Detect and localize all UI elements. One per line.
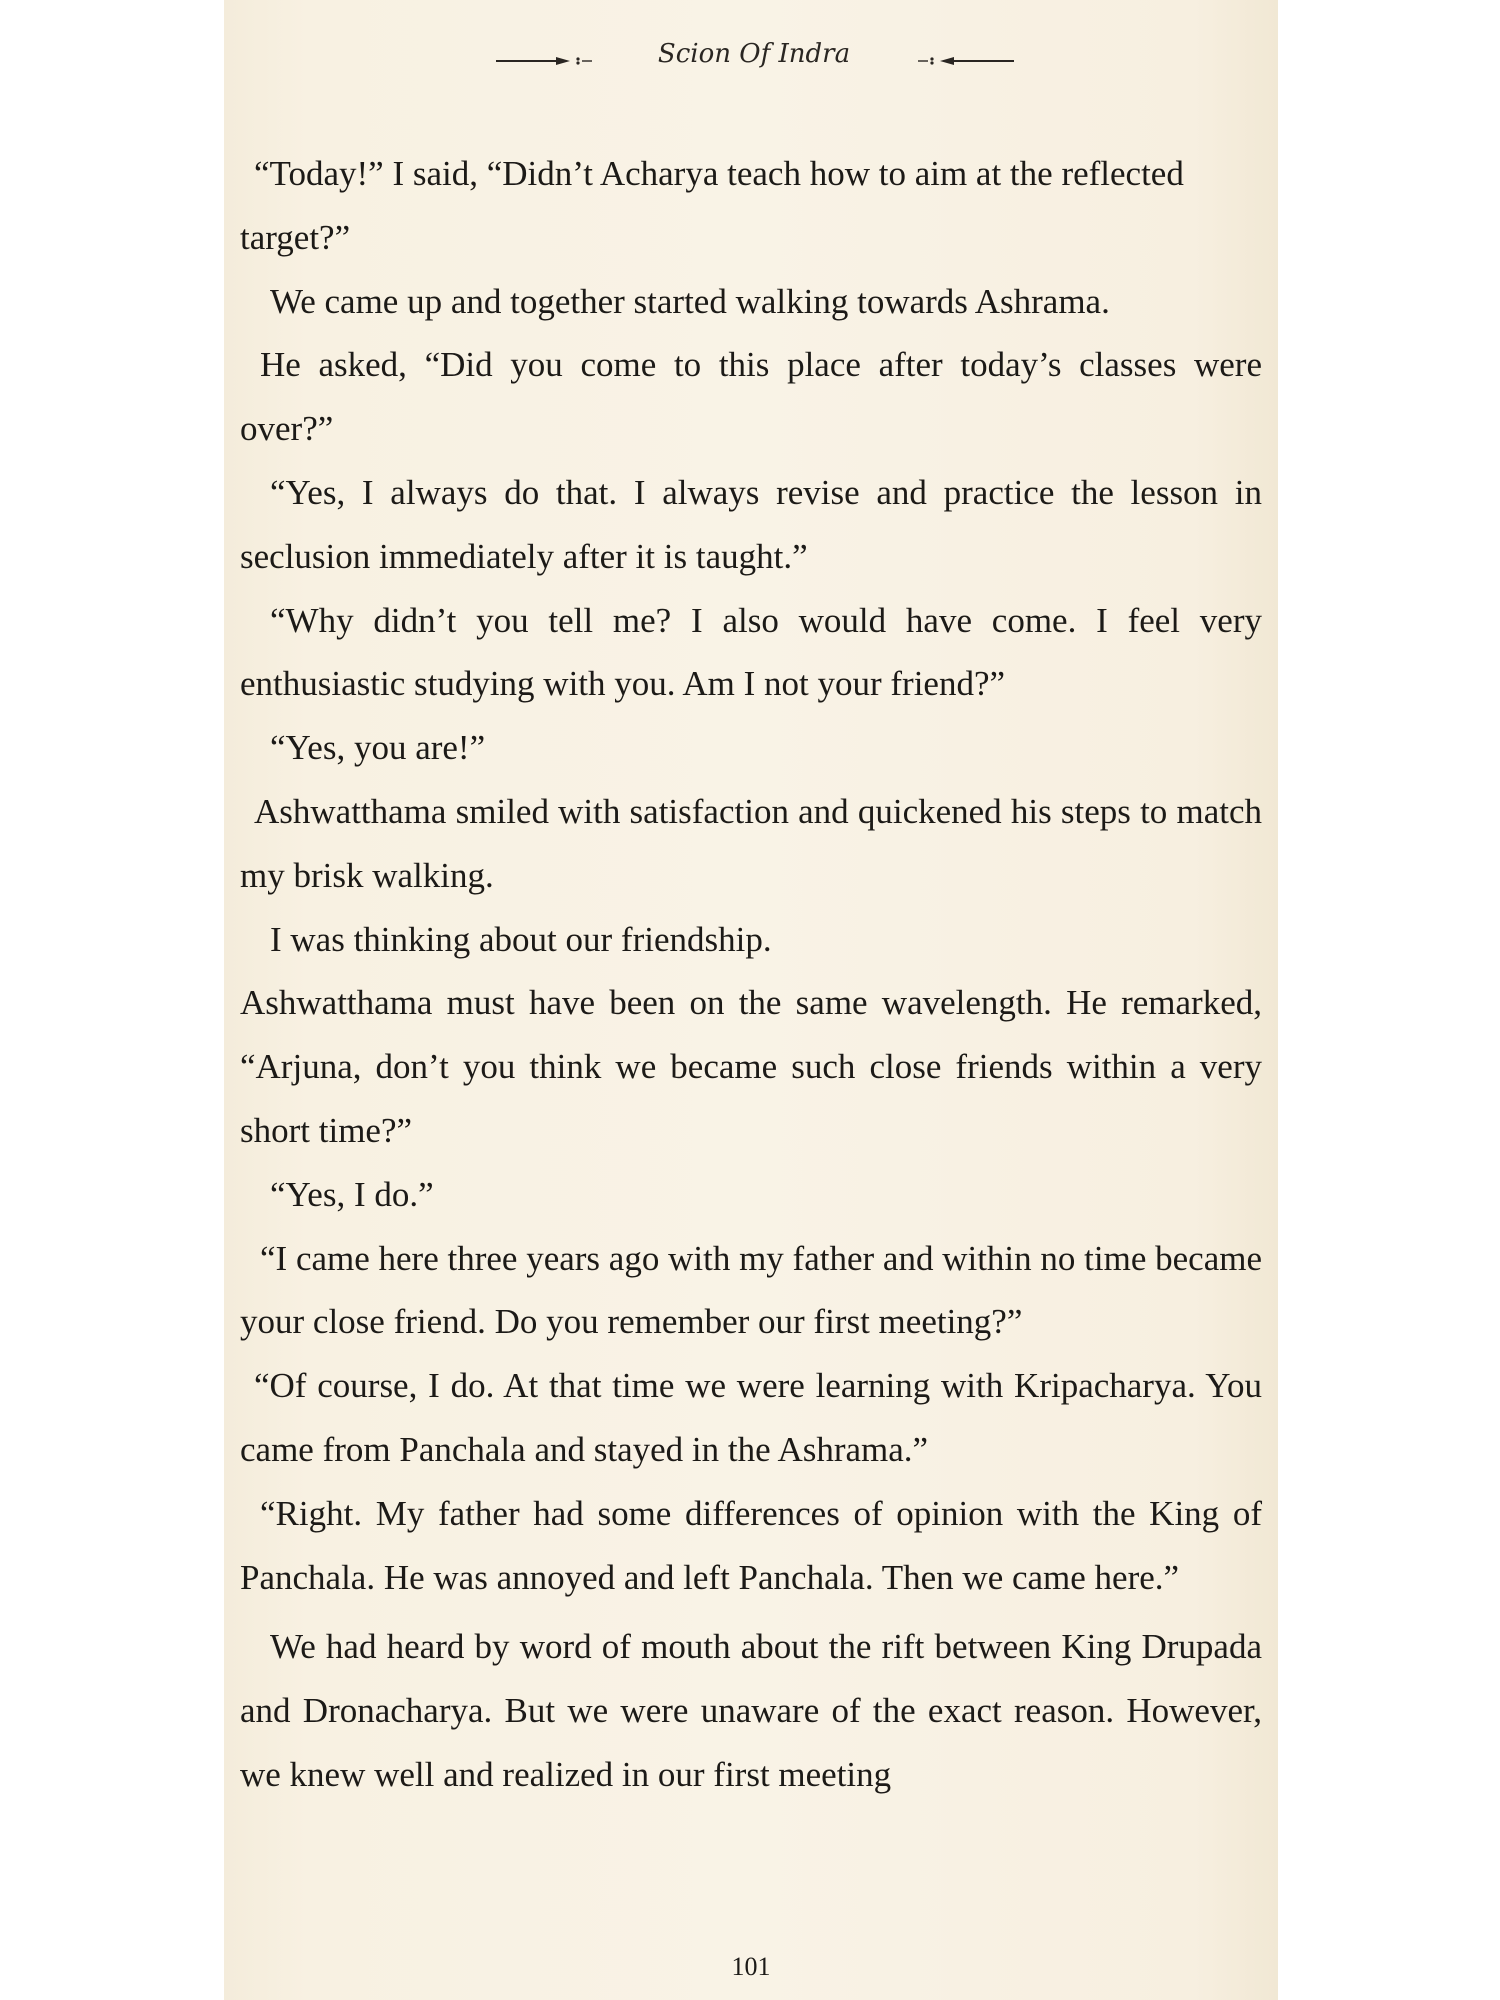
left-ornament-icon [496,54,596,68]
paragraph: “Yes, I do.” [270,1174,434,1214]
paragraph: We had heard by word of mouth about the rift between King Drupada and Dronacharya. But we were unaware of the exact reason. However, we knew well and realized in our first meeting [240,1627,1262,1794]
paragraph: Ashwatthama smiled with satisfaction and quickened his steps to match my brisk walking. [240,791,1262,895]
page-number: 101 [731,1952,771,1981]
paragraph: “Why didn’t you tell me? I also would have come. I feel very enthusiastic studying with you. Am I not your friend?” [240,600,1262,704]
paragraph: “I came here three years ago with my father and within no time became your close friend. Do you remember our first meeting?” [240,1238,1262,1342]
running-header [224,34,1278,78]
paragraph: I was thinking about our friendship. [270,919,772,959]
paragraph: “Yes, you are!” [270,728,486,768]
paragraph: We came up and together started walking towards Ashrama. [270,281,1110,321]
paragraph: “Yes, I always do that. I always revise and practice the lesson in seclusion immediately after it is taught.” [240,472,1262,576]
paragraph: “Of course, I do. At that time we were learning with Kripacharya. You came from Panchala and stayed in the Ashrama.” [240,1366,1262,1469]
page-body [240,142,1262,1807]
book-page [224,0,1278,2000]
paragraph: Ashwatthama must have been on the same wavelength. He remarked, “Arjuna, don’t you think we became such close friends within a very short time?” [240,983,1262,1150]
paragraph: “Right. My father had some differences of opinion with the King of Panchala. He was annoyed and left Panchala. Then we came here.” [240,1493,1262,1597]
paragraph: “Today!” I said, “Didn’t Acharya teach how to aim at the reflected target?” [240,154,1184,257]
right-ornament-icon [914,54,1014,68]
paragraph: He asked, “Did you come to this place after today’s classes were over?” [240,345,1262,449]
running-title: Scion Of Indra [657,39,851,69]
